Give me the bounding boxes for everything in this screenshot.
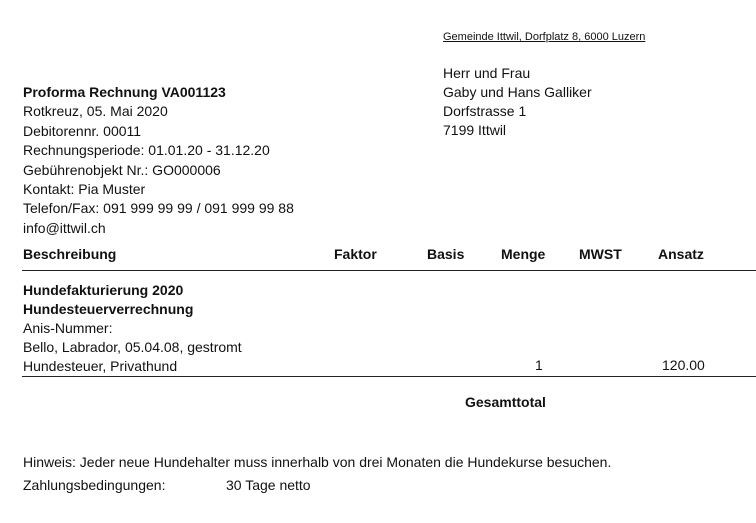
sender-address-line: Gemeinde Ittwil, Dorfplatz 8, 6000 Luzern — [443, 31, 646, 43]
note-text: Hinweis: Jeder neue Hundehalter muss innerhalb von drei Monaten die Hundekurse besuchen. — [23, 454, 612, 470]
column-header-description: Beschreibung — [23, 246, 117, 262]
grand-total-label: Gesamttotal — [465, 394, 546, 410]
line-item-description: Hundesteuer, Privathund — [23, 358, 178, 374]
invoice-info — [23, 83, 294, 238]
column-header-basis: Basis — [427, 246, 465, 262]
column-header-vat: MWST — [579, 246, 622, 262]
recipient-city: 7199 Ittwil — [443, 122, 507, 138]
table-footer-rule — [22, 376, 756, 377]
recipient-name: Gaby und Hans Galliker — [443, 84, 592, 100]
recipient-salutation: Herr und Frau — [443, 65, 531, 81]
section-title: Hundefakturierung 2020 — [23, 282, 184, 298]
invoice-title: Proforma Rechnung VA001123 — [23, 84, 226, 100]
payment-terms-label: Zahlungsbedingungen: — [23, 477, 166, 493]
subsection-title: Hundesteuerverrechnung — [23, 301, 194, 317]
invoice-period: Rechnungsperiode: 01.01.20 - 31.12.20 — [23, 142, 270, 159]
payment-terms-value: 30 Tage netto — [226, 477, 311, 493]
column-header-rate: Ansatz — [658, 246, 704, 262]
column-header-factor: Faktor — [334, 246, 377, 262]
invoice-phone: Telefon/Fax: 091 999 99 99 / 091 999 99 88 — [23, 200, 294, 217]
table-header-rule — [22, 270, 756, 271]
recipient-address — [443, 64, 592, 140]
recipient-street: Dorfstrasse 1 — [443, 103, 527, 119]
line-item-rate: 120.00 — [662, 357, 705, 373]
invoice-line-items — [23, 281, 242, 376]
anis-number-label: Anis-Nummer: — [23, 320, 113, 336]
invoice-email: info@ittwil.ch — [23, 219, 106, 236]
dog-details: Bello, Labrador, 05.04.08, gestromt — [23, 339, 242, 355]
invoice-debtor-number: Debitorennr. 00011 — [23, 122, 142, 139]
invoice-contact: Kontakt: Pia Muster — [23, 180, 146, 197]
line-item-quantity: 1 — [535, 357, 543, 373]
invoice-fee-object: Gebührenobjekt Nr.: GO000006 — [23, 161, 221, 178]
column-header-quantity: Menge — [501, 246, 546, 262]
invoice-place-date: Rotkreuz, 05. Mai 2020 — [23, 103, 168, 120]
